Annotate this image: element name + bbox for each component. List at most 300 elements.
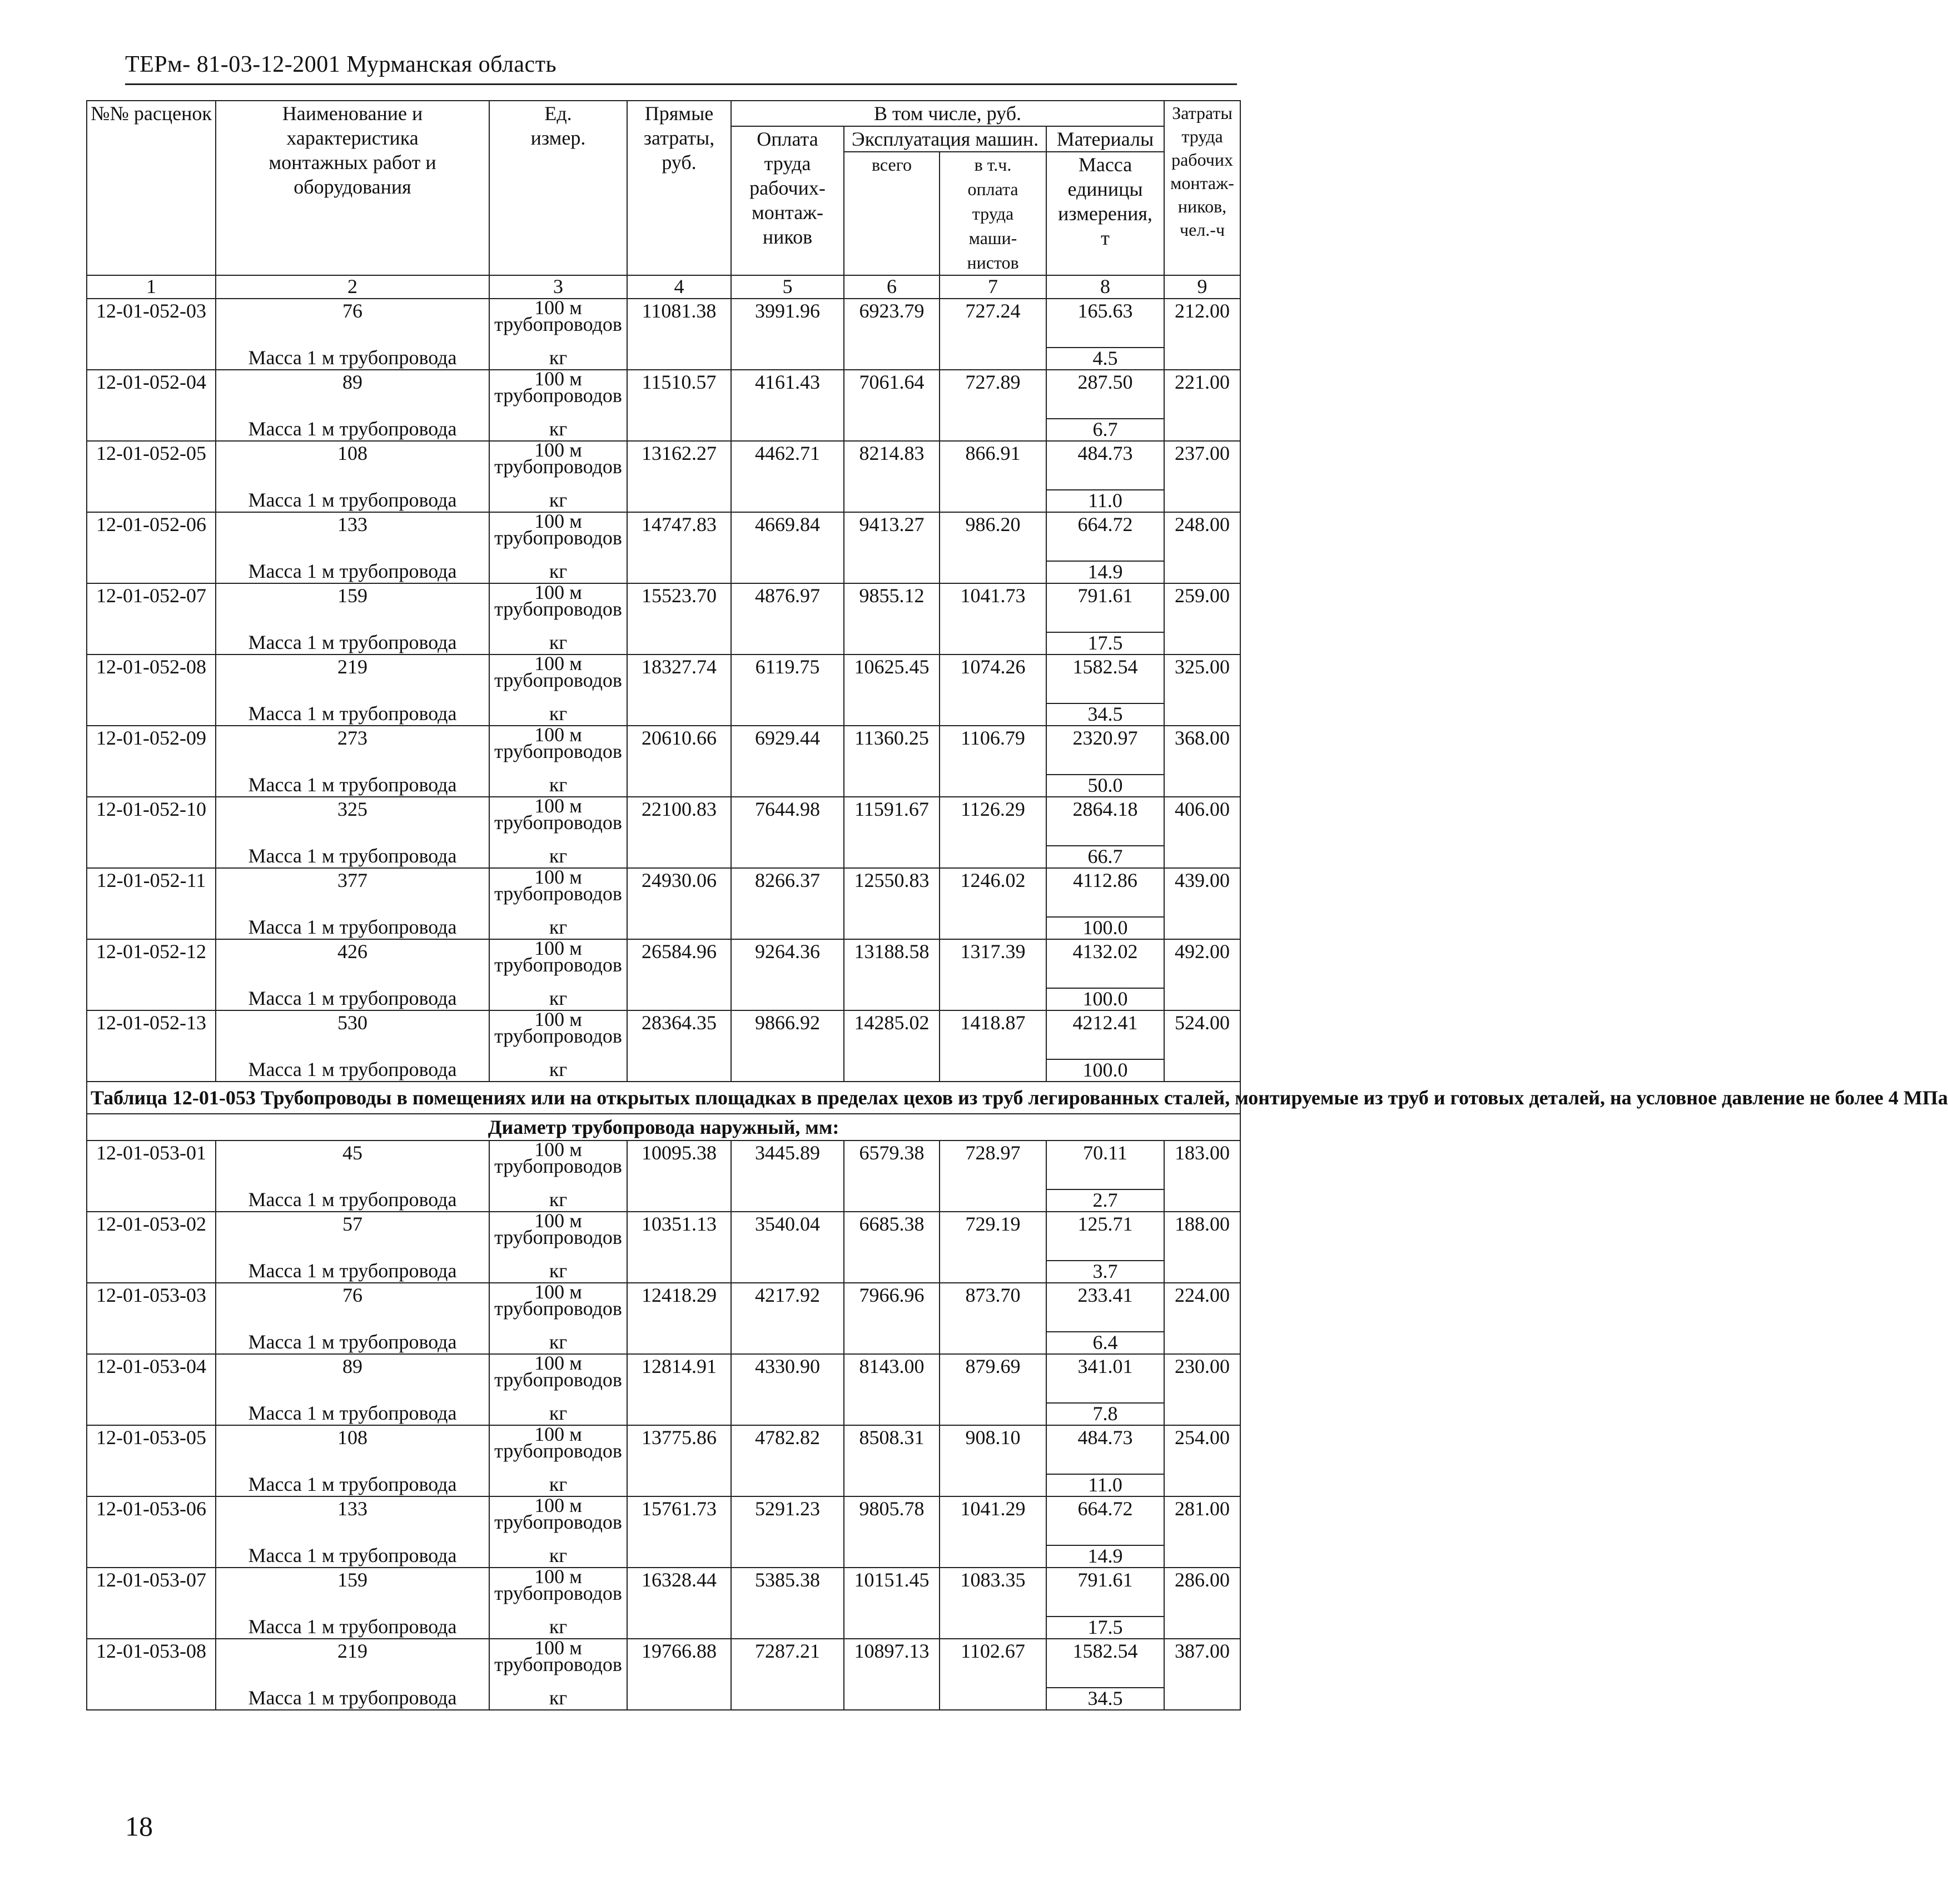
direct-cost: 18327.74 [627,654,731,726]
pipe-mass: 100.0 [1046,917,1164,939]
table-row [87,868,1240,917]
table-row [87,1496,1240,1545]
labor-hours: 188.00 [1164,1212,1240,1283]
direct-cost: 13162.27 [627,441,731,512]
mass-label: Масса 1 м трубопровода [216,1059,489,1082]
materials-cost: 484.73 [1046,441,1164,490]
index-cell: 6 [844,275,940,299]
labor-pay: 5291.23 [731,1496,844,1568]
mass-unit: кг [489,1474,627,1496]
mass-label: Масса 1 м трубопровода [216,419,489,441]
col-mach-total-header: всего [844,152,940,275]
labor-pay: 6119.75 [731,654,844,726]
machinists-pay: 879.69 [940,1354,1046,1425]
machines-total: 8508.31 [844,1425,940,1496]
labor-pay: 5385.38 [731,1568,844,1639]
labor-hours: 524.00 [1164,1010,1240,1082]
unit-bottom: трубопроводов [494,598,622,620]
table-row [87,797,1240,846]
rate-code: 12-01-052-12 [87,939,216,1010]
unit-bottom: трубопроводов [494,1025,622,1047]
machines-total: 10151.45 [844,1568,940,1639]
labor-hours: 248.00 [1164,512,1240,583]
machines-total: 7061.64 [844,370,940,441]
machinists-pay: 908.10 [940,1425,1046,1496]
page-number: 18 [125,1811,153,1842]
rate-code: 12-01-052-04 [87,370,216,441]
unit-cell [489,939,627,988]
machinists-pay: 727.24 [940,299,1046,370]
rate-code: 12-01-052-07 [87,583,216,654]
machines-total: 6685.38 [844,1212,940,1283]
materials-cost: 1582.54 [1046,1639,1164,1688]
mass-label: Масса 1 м трубопровода [216,1332,489,1354]
pipe-diameter: 219 [216,654,489,703]
mass-unit: кг [489,1189,627,1212]
mass-label: Масса 1 м трубопровода [216,1261,489,1283]
index-cell: 5 [731,275,844,299]
unit-top: 100 м [534,1423,582,1445]
pipe-diameter: 159 [216,1568,489,1617]
mass-label: Масса 1 м трубопровода [216,490,489,512]
table-053-title-row [87,1082,1240,1114]
machines-total: 11591.67 [844,797,940,868]
rate-code: 12-01-053-06 [87,1496,216,1568]
mass-label: Масса 1 м трубопровода [216,1189,489,1212]
unit-top: 100 м [534,1138,582,1161]
pipe-mass: 14.9 [1046,561,1164,583]
unit-cell [489,654,627,703]
mass-label: Масса 1 м трубопровода [216,632,489,654]
unit-cell [489,1496,627,1545]
labor-hours: 325.00 [1164,654,1240,726]
machines-total: 10625.45 [844,654,940,726]
pipe-diameter: 273 [216,726,489,775]
machinists-pay: 1106.79 [940,726,1046,797]
mass-unit: кг [489,419,627,441]
pipe-mass: 100.0 [1046,988,1164,1010]
direct-cost: 15523.70 [627,583,731,654]
labor-pay: 3991.96 [731,299,844,370]
table-row [87,939,1240,988]
materials-cost: 2864.18 [1046,797,1164,846]
unit-cell [489,1138,627,1189]
labor-pay: 3540.04 [731,1212,844,1283]
labor-hours: 406.00 [1164,797,1240,868]
table-row [87,583,1240,632]
pipe-mass: 3.7 [1046,1261,1164,1283]
labor-hours: 439.00 [1164,868,1240,939]
machinists-pay: 1102.67 [940,1639,1046,1710]
machines-total: 14285.02 [844,1010,940,1082]
unit-top: 100 м [534,1008,582,1030]
header-rule [125,83,1237,85]
unit-bottom: трубопроводов [494,882,622,905]
pipe-diameter: 76 [216,1283,489,1332]
unit-top: 100 м [534,296,582,319]
machines-total: 13188.58 [844,939,940,1010]
pipe-mass: 66.7 [1046,846,1164,868]
pipe-diameter: 108 [216,441,489,490]
labor-hours: 368.00 [1164,726,1240,797]
unit-cell [489,296,627,348]
mass-label: Масса 1 м трубопровода [216,1617,489,1639]
index-row [87,275,1240,299]
direct-cost: 26584.96 [627,939,731,1010]
mass-unit: кг [489,775,627,797]
pipe-diameter: 219 [216,1639,489,1688]
direct-cost: 11081.38 [627,299,731,370]
unit-bottom: трубопроводов [494,313,622,335]
pipe-diameter: 89 [216,370,489,419]
mass-unit: кг [489,846,627,868]
table-row [87,1283,1240,1332]
unit-top: 100 м [534,1494,582,1516]
unit-cell [489,1283,627,1332]
labor-hours: 254.00 [1164,1425,1240,1496]
materials-cost: 484.73 [1046,1425,1164,1474]
unit-bottom: трубопроводов [494,1653,622,1675]
direct-cost: 10351.13 [627,1212,731,1283]
mass-unit: кг [489,490,627,512]
col-pay-header: Оплата труда рабочих-монтаж-ников [731,126,844,275]
pipe-diameter: 57 [216,1212,489,1261]
unit-top: 100 м [534,866,582,888]
pipe-diameter: 133 [216,1496,489,1545]
direct-cost: 20610.66 [627,726,731,797]
labor-pay: 8266.37 [731,868,844,939]
unit-cell [489,1565,627,1617]
table-053-subtitle: Диаметр трубопровода наружный, мм: [87,1114,1240,1141]
pipe-diameter: 89 [216,1354,489,1403]
rate-code: 12-01-053-03 [87,1283,216,1354]
rate-code: 12-01-053-02 [87,1212,216,1283]
pipe-mass: 50.0 [1046,775,1164,797]
table-row [87,512,1240,561]
rate-code: 12-01-053-04 [87,1354,216,1425]
labor-pay: 7287.21 [731,1639,844,1710]
materials-cost: 165.63 [1046,299,1164,348]
unit-bottom: трубопроводов [494,740,622,762]
labor-pay: 6929.44 [731,726,844,797]
machines-total: 11360.25 [844,726,940,797]
direct-cost: 10095.38 [627,1141,731,1212]
table-053-subtitle-row [87,1114,1240,1141]
labor-hours: 387.00 [1164,1639,1240,1710]
mass-unit: кг [489,1545,627,1568]
table-053-title: Таблица 12-01-053 Трубопроводы в помещениях или на открытых площадках в пределах цехов из труб легированных сталей, монтируемые из труб и готовых деталей, на условное давление не более 4 МПа [87,1082,1240,1114]
unit-top: 100 м [534,510,582,532]
pipe-diameter: 530 [216,1010,489,1059]
unit-cell [489,512,627,561]
index-cell: 3 [489,275,627,299]
direct-cost: 13775.86 [627,1425,731,1496]
pipe-mass: 34.5 [1046,1688,1164,1710]
materials-cost: 341.01 [1046,1354,1164,1403]
mass-label: Масса 1 м трубопровода [216,1403,489,1425]
mass-label: Масса 1 м трубопровода [216,348,489,370]
mass-unit: кг [489,1617,627,1639]
pipe-diameter: 108 [216,1425,489,1474]
table-row [87,726,1240,775]
unit-cell [489,1425,627,1474]
materials-cost: 2320.97 [1046,726,1164,775]
direct-cost: 14747.83 [627,512,731,583]
table-row [87,1354,1240,1403]
machines-total: 8143.00 [844,1354,940,1425]
pipe-mass: 17.5 [1046,1617,1164,1639]
col-code-header: №№ расценок [87,101,216,275]
unit-bottom: трубопроводов [494,455,622,478]
labor-pay: 4462.71 [731,441,844,512]
rate-code: 12-01-052-10 [87,797,216,868]
rate-code: 12-01-052-11 [87,868,216,939]
unit-top: 100 м [534,652,582,675]
unit-cell [489,1639,627,1688]
direct-cost: 15761.73 [627,1496,731,1568]
unit-cell [489,441,627,490]
mass-label: Масса 1 м трубопровода [216,775,489,797]
unit-bottom: трубопроводов [494,1511,622,1533]
pipe-mass: 11.0 [1046,490,1164,512]
rate-code: 12-01-052-08 [87,654,216,726]
labor-hours: 183.00 [1164,1141,1240,1212]
direct-cost: 24930.06 [627,868,731,939]
mass-unit: кг [489,917,627,939]
labor-hours: 492.00 [1164,939,1240,1010]
page-header: ТЕРм- 81-03-12-2001 Мурманская область [125,52,557,77]
unit-cell [489,370,627,419]
labor-pay: 7644.98 [731,797,844,868]
direct-cost: 12814.91 [627,1354,731,1425]
machinists-pay: 728.97 [940,1141,1046,1212]
pipe-mass: 17.5 [1046,632,1164,654]
mass-unit: кг [489,348,627,370]
unit-cell [489,583,627,632]
price-table [86,100,1948,1710]
index-cell: 8 [1046,275,1164,299]
labor-pay: 3445.89 [731,1141,844,1212]
unit-top: 100 м [534,723,582,746]
labor-pay: 4669.84 [731,512,844,583]
mass-unit: кг [489,561,627,583]
pipe-diameter: 325 [216,797,489,846]
index-cell: 9 [1164,275,1240,299]
col-mach-pay-header: в т.ч. оплата труда маши-нистов [940,152,1046,275]
mass-unit: кг [489,1688,627,1710]
unit-bottom: трубопроводов [494,811,622,834]
labor-pay: 4161.43 [731,370,844,441]
labor-pay: 4217.92 [731,1283,844,1354]
table-row [87,299,1240,348]
unit-top: 100 м [534,1565,582,1588]
labor-pay: 4876.97 [731,583,844,654]
machines-total: 9855.12 [844,583,940,654]
pipe-mass: 4.5 [1046,348,1164,370]
labor-hours: 281.00 [1164,1496,1240,1568]
machinists-pay: 1083.35 [940,1568,1046,1639]
pipe-mass: 100.0 [1046,1059,1164,1082]
materials-cost: 664.72 [1046,512,1164,561]
unit-bottom: трубопроводов [494,1155,622,1177]
pipe-diameter: 133 [216,512,489,561]
machinists-pay: 727.89 [940,370,1046,441]
direct-cost: 11510.57 [627,370,731,441]
mass-unit: кг [489,1261,627,1283]
rate-code: 12-01-052-06 [87,512,216,583]
mass-unit: кг [489,632,627,654]
materials-cost: 125.71 [1046,1212,1164,1261]
materials-cost: 791.61 [1046,583,1164,632]
pipe-mass: 6.7 [1046,419,1164,441]
direct-cost: 19766.88 [627,1639,731,1710]
table-row [87,1141,1240,1189]
mass-label: Масса 1 м трубопровода [216,561,489,583]
direct-cost: 22100.83 [627,797,731,868]
machinists-pay: 1246.02 [940,868,1046,939]
unit-bottom: трубопроводов [494,669,622,691]
machinists-pay: 1041.29 [940,1496,1046,1568]
materials-cost: 4132.02 [1046,939,1164,988]
labor-hours: 259.00 [1164,583,1240,654]
col-labor-header: Затраты труда рабочих монтаж-ников, чел.-ч [1164,101,1240,275]
labor-pay: 4330.90 [731,1354,844,1425]
unit-bottom: трубопроводов [494,527,622,549]
unit-top: 100 м [534,439,582,461]
mass-label: Масса 1 м трубопровода [216,988,489,1010]
labor-pay: 4782.82 [731,1425,844,1496]
mass-label: Масса 1 м трубопровода [216,917,489,939]
materials-cost: 4112.86 [1046,868,1164,917]
col-name-header: Наименование и характеристика монтажных работ и оборудования [216,101,489,275]
labor-hours: 230.00 [1164,1354,1240,1425]
unit-cell [489,1209,627,1261]
col-unit-header: Ед. измер. [489,101,627,275]
materials-cost: 287.50 [1046,370,1164,419]
materials-cost: 664.72 [1046,1496,1164,1545]
unit-bottom: трубопроводов [494,954,622,976]
machinists-pay: 729.19 [940,1212,1046,1283]
unit-bottom: трубопроводов [494,1368,622,1391]
table-row [87,441,1240,490]
unit-top: 100 м [534,1209,582,1232]
machines-total: 12550.83 [844,868,940,939]
pipe-mass: 34.5 [1046,703,1164,726]
machinists-pay: 1418.87 [940,1010,1046,1082]
pipe-diameter: 45 [216,1141,489,1189]
direct-cost: 16328.44 [627,1568,731,1639]
labor-pay: 9866.92 [731,1010,844,1082]
table-row [87,1568,1240,1617]
machines-total: 6923.79 [844,299,940,370]
direct-cost: 28364.35 [627,1010,731,1082]
labor-hours: 286.00 [1164,1568,1240,1639]
rate-code: 12-01-053-01 [87,1141,216,1212]
pipe-diameter: 377 [216,868,489,917]
labor-pay: 9264.36 [731,939,844,1010]
pipe-mass: 7.8 [1046,1403,1164,1425]
unit-top: 100 м [534,937,582,959]
col-incl-header: В том числе, руб. [731,101,1164,126]
index-cell: 2 [216,275,489,299]
rate-code: 12-01-053-05 [87,1425,216,1496]
rate-code: 12-01-053-08 [87,1639,216,1710]
rate-code: 12-01-052-03 [87,299,216,370]
table-row [87,1212,1240,1261]
machinists-pay: 986.20 [940,512,1046,583]
col-mass-header: Масса единицы измерения, т [1046,152,1164,275]
mass-unit: кг [489,988,627,1010]
labor-hours: 221.00 [1164,370,1240,441]
rate-code: 12-01-052-05 [87,441,216,512]
header-row-1 [87,101,1240,126]
mass-label: Масса 1 м трубопровода [216,703,489,726]
materials-cost: 70.11 [1046,1141,1164,1189]
table-row [87,1425,1240,1474]
pipe-diameter: 426 [216,939,489,988]
unit-top: 100 м [534,1352,582,1374]
machines-total: 8214.83 [844,441,940,512]
pipe-mass: 14.9 [1046,1545,1164,1568]
table-row [87,1639,1240,1688]
labor-hours: 237.00 [1164,441,1240,512]
machinists-pay: 1317.39 [940,939,1046,1010]
machinists-pay: 873.70 [940,1283,1046,1354]
unit-top: 100 м [534,1281,582,1303]
unit-bottom: трубопроводов [494,1226,622,1248]
mass-label: Масса 1 м трубопровода [216,846,489,868]
index-cell: 4 [627,275,731,299]
index-cell: 7 [940,275,1046,299]
col-materials-header: Материалы [1046,126,1164,152]
mass-label: Масса 1 м трубопровода [216,1688,489,1710]
mass-unit: кг [489,703,627,726]
pipe-mass: 2.7 [1046,1189,1164,1212]
materials-cost: 4212.41 [1046,1010,1164,1059]
machinists-pay: 866.91 [940,441,1046,512]
mass-unit: кг [489,1403,627,1425]
machinists-pay: 1074.26 [940,654,1046,726]
unit-top: 100 м [534,581,582,603]
materials-cost: 1582.54 [1046,654,1164,703]
unit-cell [489,1010,627,1059]
machinists-pay: 1041.73 [940,583,1046,654]
unit-cell [489,797,627,846]
materials-cost: 791.61 [1046,1568,1164,1617]
index-cell: 1 [87,275,216,299]
rate-code: 12-01-052-09 [87,726,216,797]
machines-total: 9805.78 [844,1496,940,1568]
pipe-diameter: 159 [216,583,489,632]
unit-top: 100 м [534,795,582,817]
labor-hours: 212.00 [1164,299,1240,370]
table-row [87,370,1240,419]
unit-bottom: трубопроводов [494,1297,622,1320]
unit-bottom: трубопроводов [494,384,622,406]
direct-cost: 12418.29 [627,1283,731,1354]
rate-code: 12-01-053-07 [87,1568,216,1639]
unit-bottom: трубопроводов [494,1440,622,1462]
pipe-mass: 6.4 [1046,1332,1164,1354]
mass-unit: кг [489,1332,627,1354]
unit-cell [489,723,627,775]
unit-top: 100 м [534,368,582,390]
rate-code: 12-01-052-13 [87,1010,216,1082]
unit-top: 100 м [534,1637,582,1659]
machines-total: 10897.13 [844,1639,940,1710]
pipe-diameter: 76 [216,299,489,348]
table-row [87,654,1240,703]
